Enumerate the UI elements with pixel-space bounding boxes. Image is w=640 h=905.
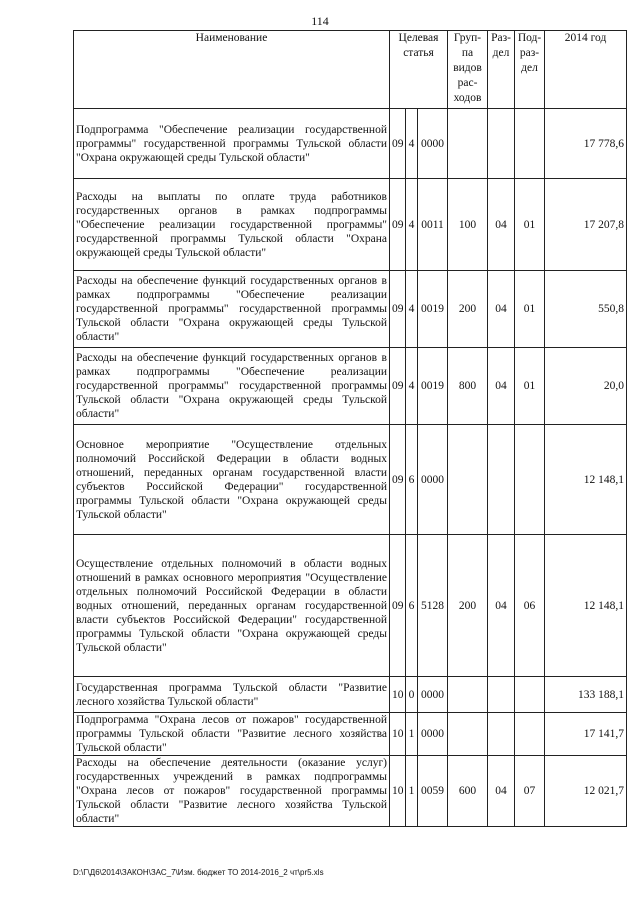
row-subsection: 07: [515, 756, 545, 827]
row-name: Расходы на обеспечение функций государственных органов в рамках подпрограммы "Обеспечение реализации государственной программы" государственной программы Тульской области "Охрана окружающей среды Тульской области": [74, 348, 390, 425]
row-amount: 550,8: [545, 271, 627, 348]
row-section: [488, 425, 515, 535]
row-amount: 17 207,8: [545, 179, 627, 271]
row-name: Подпрограмма "Охрана лесов от пожаров" государственной программы Тульской области "Развитие лесного хозяйства Тульской области": [74, 713, 390, 756]
row-amount: 12 021,7: [545, 756, 627, 827]
row-code-program: 09: [390, 271, 406, 348]
row-code-subprogram: 4: [406, 179, 418, 271]
row-section: [488, 677, 515, 713]
row-code-subprogram: 6: [406, 535, 418, 677]
table-row: [74, 677, 627, 713]
row-code-direction: 0000: [418, 425, 448, 535]
row-code-direction: 0000: [418, 109, 448, 179]
row-code-direction: 0000: [418, 713, 448, 756]
row-amount: 133 188,1: [545, 677, 627, 713]
row-subsection: [515, 425, 545, 535]
row-code-subprogram: 1: [406, 756, 418, 827]
table-row: [74, 271, 627, 348]
header-name: Наименование: [74, 31, 390, 109]
header-row: [74, 31, 627, 109]
row-code-direction: 0000: [418, 677, 448, 713]
budget-table: [73, 30, 627, 827]
row-name: Подпрограмма "Обеспечение реализации государственной программы" государственной программы Тульской области "Охрана окружающей среды Тульской области": [74, 109, 390, 179]
row-section: [488, 713, 515, 756]
row-expense-group: [448, 677, 488, 713]
row-code-program: 09: [390, 109, 406, 179]
row-subsection: 01: [515, 348, 545, 425]
row-name: Расходы на обеспечение деятельности (оказание услуг) государственных учреждений в рамках подпрограммы "Охрана лесов от пожаров" государственной программы Тульской области "Развитие лесного хозяйства Тульской области": [74, 756, 390, 827]
row-name: Расходы на выплаты по оплате труда работников государственных органов в рамках подпрограммы "Обеспечение реализации государственной программы" государственной программы Тульской области "Охрана окружающей среды Тульской области": [74, 179, 390, 271]
row-amount: 12 148,1: [545, 535, 627, 677]
row-expense-group: 600: [448, 756, 488, 827]
row-amount: 17 141,7: [545, 713, 627, 756]
row-subsection: 01: [515, 179, 545, 271]
row-section: 04: [488, 756, 515, 827]
row-subsection: 01: [515, 271, 545, 348]
row-amount: 17 778,6: [545, 109, 627, 179]
row-code-subprogram: 4: [406, 109, 418, 179]
row-code-direction: 0011: [418, 179, 448, 271]
row-name: Государственная программа Тульской области "Развитие лесного хозяйства Тульской области": [74, 677, 390, 713]
row-code-program: 09: [390, 179, 406, 271]
row-name: Расходы на обеспечение функций государственных органов в рамках подпрограммы "Обеспечение реализации государственной программы" государственной программы Тульской области "Охрана окружающей среды Тульской области": [74, 271, 390, 348]
header-year: 2014 год: [545, 31, 627, 109]
row-section: 04: [488, 535, 515, 677]
row-code-subprogram: 0: [406, 677, 418, 713]
row-expense-group: 200: [448, 271, 488, 348]
row-section: [488, 109, 515, 179]
header-section: Раз-дел: [488, 31, 515, 109]
header-expense-group: Груп-па видов рас-ходов: [448, 31, 488, 109]
row-code-subprogram: 6: [406, 425, 418, 535]
row-expense-group: [448, 425, 488, 535]
table-row: [74, 425, 627, 535]
header-target-article: Целевая статья: [390, 31, 448, 109]
row-code-program: 09: [390, 348, 406, 425]
row-subsection: [515, 713, 545, 756]
page-number: 114: [311, 14, 329, 28]
row-subsection: 06: [515, 535, 545, 677]
row-code-program: 09: [390, 425, 406, 535]
row-code-direction: 0059: [418, 756, 448, 827]
row-code-program: 10: [390, 677, 406, 713]
row-name: Основное мероприятие "Осуществление отдельных полномочий Российской Федерации в области водных отношений, переданных органам государственной власти субъектов Российской Федерации" государственной программы Тульской области "Охрана окружающей среды Тульской области": [74, 425, 390, 535]
row-code-program: 09: [390, 535, 406, 677]
row-expense-group: [448, 713, 488, 756]
row-expense-group: 800: [448, 348, 488, 425]
row-code-subprogram: 1: [406, 713, 418, 756]
file-path-footer: D:\Г\Д6\2014\ЗАКОН\ЗАС_7\Изм. бюджет ТО 2014-2016_2 чт\pr5.xls: [73, 868, 324, 877]
row-subsection: [515, 677, 545, 713]
table-row: [74, 713, 627, 756]
row-section: 04: [488, 271, 515, 348]
row-expense-group: 100: [448, 179, 488, 271]
row-subsection: [515, 109, 545, 179]
row-section: 04: [488, 179, 515, 271]
row-code-direction: 0019: [418, 271, 448, 348]
row-code-direction: 0019: [418, 348, 448, 425]
header-subsection: Под-раз-дел: [515, 31, 545, 109]
row-code-program: 10: [390, 756, 406, 827]
row-code-direction: 5128: [418, 535, 448, 677]
row-amount: 20,0: [545, 348, 627, 425]
row-name: Осуществление отдельных полномочий в области водных отношений в рамках основного мероприятия "Осуществление отдельных полномочий Российской Федерации в области водных отношений, переданных органам государственной власти субъектов Российской Федерации" государственной программы Тульской области "Охрана окружающей среды Тульской области": [74, 535, 390, 677]
row-code-program: 10: [390, 713, 406, 756]
table-row: [74, 179, 627, 271]
table-row: [74, 109, 627, 179]
table-row: [74, 535, 627, 677]
row-code-subprogram: 4: [406, 348, 418, 425]
table-row: [74, 348, 627, 425]
row-expense-group: [448, 109, 488, 179]
table-row: [74, 756, 627, 827]
row-code-subprogram: 4: [406, 271, 418, 348]
row-expense-group: 200: [448, 535, 488, 677]
row-section: 04: [488, 348, 515, 425]
row-amount: 12 148,1: [545, 425, 627, 535]
